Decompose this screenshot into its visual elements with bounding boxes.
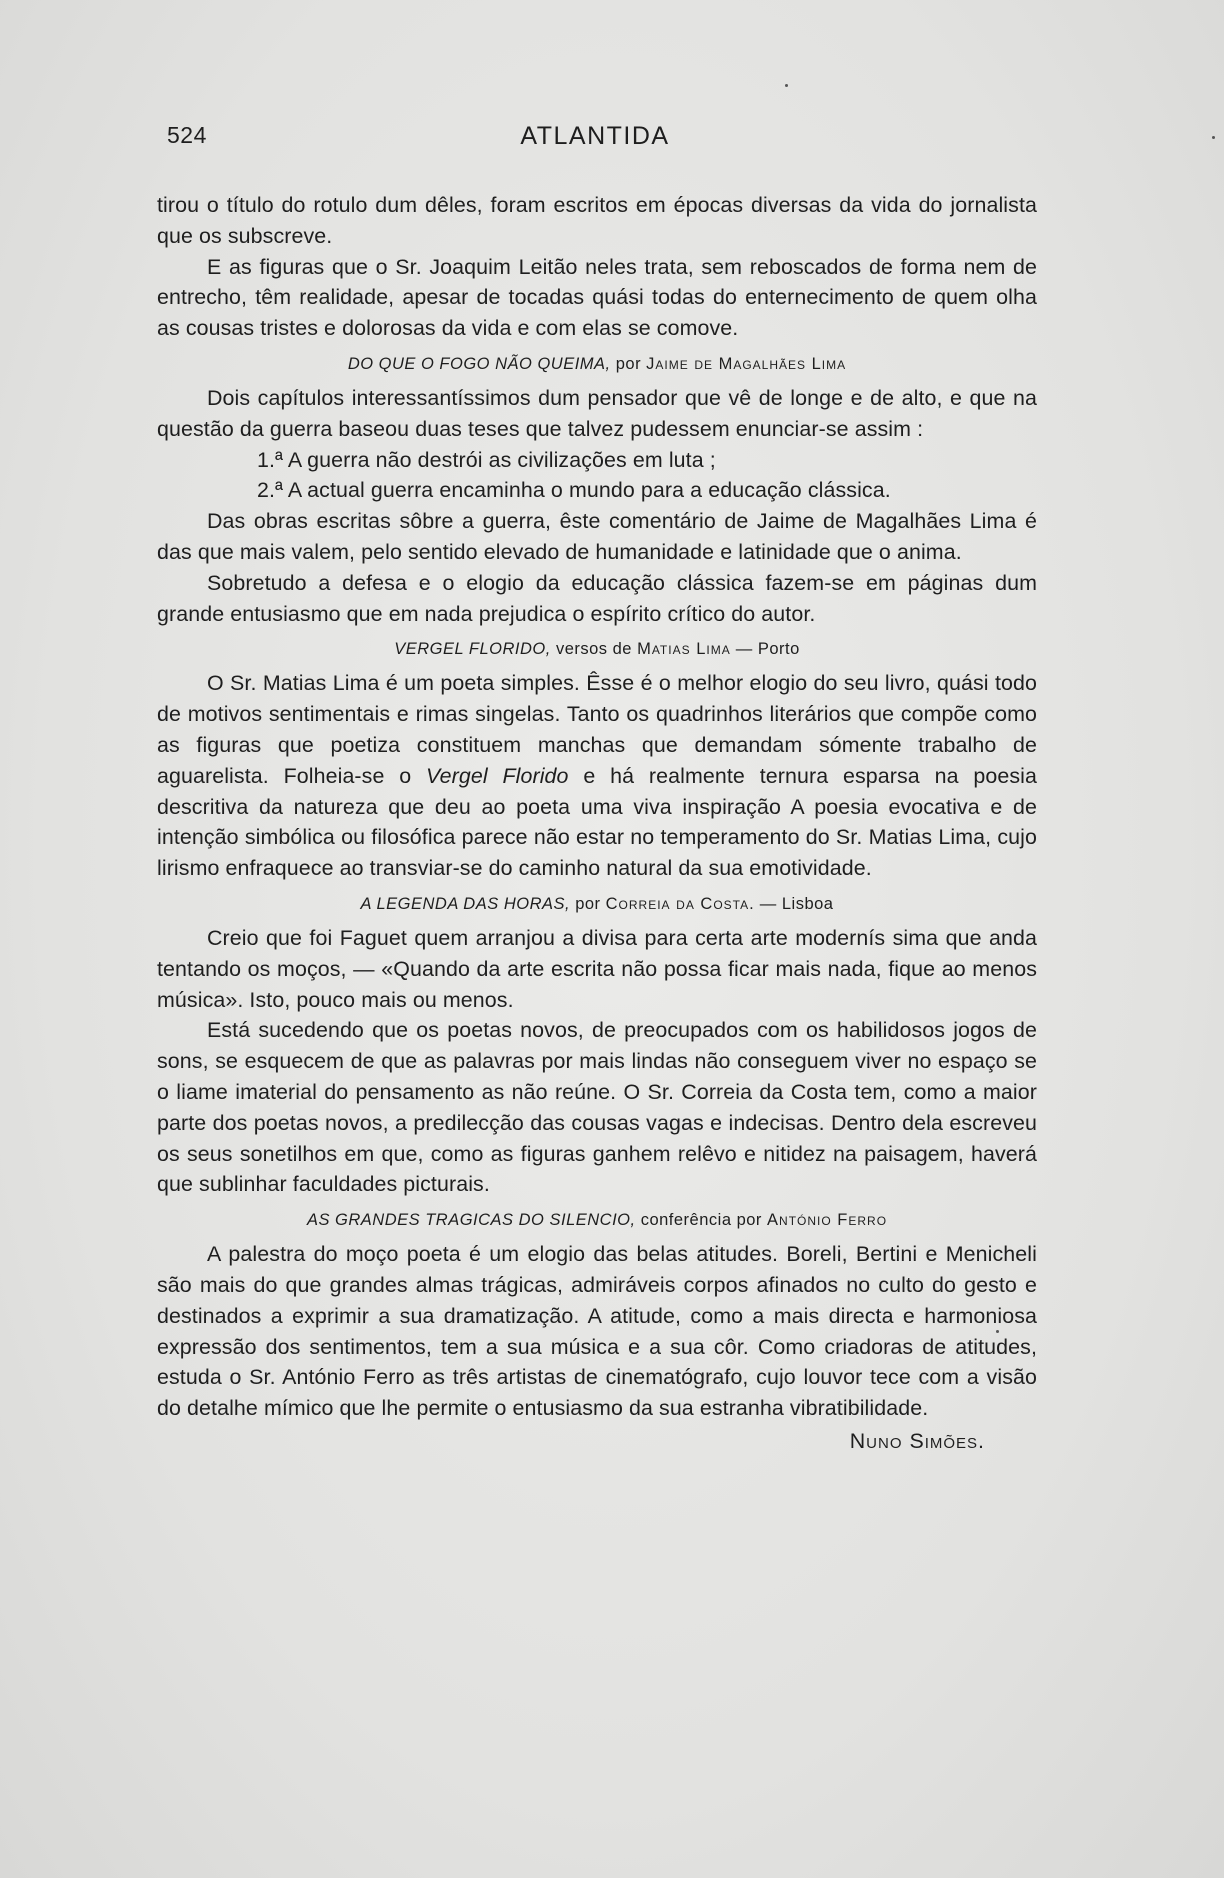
article-body: [157, 190, 1037, 1457]
cited-title: Vergel Florido: [426, 763, 569, 788]
review-paragraph: Creio que foi Faguet quem arranjou a divisa para certa arte modernís sima que anda tentando os moços, — «Quando da arte escrita não possa ficar mais nada, fique ao menos música». Isto, pouco mais ou menos.: [157, 925, 1037, 1012]
intro-paragraph: E as figuras que o Sr. Joaquim Leitão neles trata, sem reboscados de forma nem de entrecho, têm realidade, apesar de tocadas quási todas do enternecimento de quem olha as cousas tristes e dolorosas da vida e com elas se comove.: [157, 254, 1037, 341]
review-work-title: A LEGENDA DAS HORAS,: [360, 894, 571, 913]
paper-speck: [785, 84, 788, 87]
review-byline: por: [615, 354, 642, 373]
review-work-title: AS GRANDES TRAGICAS DO SILENCIO,: [306, 1211, 636, 1230]
review-paragraph: Sobretudo a defesa e o elogio da educação clássica fazem-se em páginas dum grande entusiasmo que em nada prejudica o espírito crítico do autor.: [157, 570, 1037, 626]
paper-speck: [996, 1330, 999, 1333]
text-run: e há realmente ternura esparsa na poesia descritiva da natureza que deu ao poeta uma viva inspiração A poesia evocativa e de intenção simbólica ou filosófica parece não estar no temperamento do Sr. Matias Lima, cujo lirismo enfraquece ao transviar-se do caminho natural da sua emotividade.: [157, 763, 1037, 881]
review-paragraph: Das obras escritas sôbre a guerra, êste comentário de Jaime de Magalhães Lima é das que mais valem, pelo sentido elevado de humanidade e latinidade que o anima.: [157, 509, 1037, 564]
intro-paragraph: tirou o título do rotulo dum dêles, foram escritos em épocas diversas da vida do jornalista que os subscreve.: [157, 193, 1037, 248]
text-run: O Sr. Matias Lima é um poeta simples. Êsse é o melhor elogio do seu livro, quási todo de motivos sentimentais e rimas singelas. Tanto os quadrinhos literários que compõe como as figuras que poetiza constituem manchas que demandam sómente trabalho de aguarelista. Folheia-se o: [157, 671, 1037, 788]
author-signature: Nuno Simões.: [849, 1428, 985, 1453]
review-paragraph: A palestra do moço poeta é um elogio das belas atitudes. Boreli, Bertini e Menicheli são mais do que grandes almas trágicas, admiráveis corpos afinados no culto do gesto e destinados a exprimir a sua dramatização. A atitude, como a mais directa e harmoniosa expressão dos sentimentos, tem a sua música e a sua côr. Como criadoras de atitudes, estuda o Sr. António Ferro as três artistas de cinematógrafo, cujo louvor tece com a visão do detalhe mímico que lhe permite o entusiasmo da sua estranha vibratibilidade.: [157, 1242, 1037, 1421]
review-heading: [157, 891, 1037, 917]
review-author: António Ferro: [767, 1211, 888, 1230]
review-paragraph: Está sucedendo que os poetas novos, de preocupados com os habilidosos jogos de sons, se esquecem de que as palavras por mais lindas não conseguem viver no espaço se o liame imaterial do pensamento as não reúne. O Sr. Correia da Costa tem, como a maior parte dos poetas novos, a predilecção das cousas vagas e indecisas. Dentro dela escreveu os seus sonetilhos em que, como as figuras ganhem relêvo e nitidez na paisagem, haverá que sublinhar faculdades picturais.: [157, 1018, 1037, 1197]
thesis-item: 1.ª A guerra não destrói as civilizações em luta ;: [257, 447, 716, 472]
review-place: — Porto: [730, 640, 800, 659]
review-author: Correia da Costa.: [605, 894, 755, 913]
thesis-item: 2.ª A actual guerra encaminha o mundo para a educação clássica.: [257, 478, 891, 503]
review-heading: [157, 636, 1037, 662]
paper-speck: [1212, 136, 1215, 139]
review-work-title: VERGEL FLORIDO,: [394, 640, 551, 659]
review-paragraph: [157, 668, 1037, 884]
review-heading: [157, 1207, 1037, 1233]
page-number: 524: [167, 122, 207, 148]
review-place: — Lisboa: [754, 894, 834, 913]
review-byline: por: [575, 894, 601, 913]
review-author: Matias Lima: [637, 640, 731, 659]
review-work-title: DO QUE O FOGO NÃO QUEIMA,: [347, 354, 611, 373]
review-heading: [157, 351, 1037, 377]
review-byline: conferência por: [640, 1211, 762, 1230]
running-title: ATLANTIDA: [520, 122, 670, 150]
page-header: [155, 122, 1035, 156]
review-byline: versos de: [555, 640, 632, 659]
review-author: Jaime de Magalhães Lima: [646, 354, 847, 373]
review-paragraph: Dois capítulos interessantíssimos dum pensador que vê de longe e de alto, e que na questão da guerra baseou duas teses que talvez pudessem enunciar-se assim :: [157, 385, 1037, 441]
